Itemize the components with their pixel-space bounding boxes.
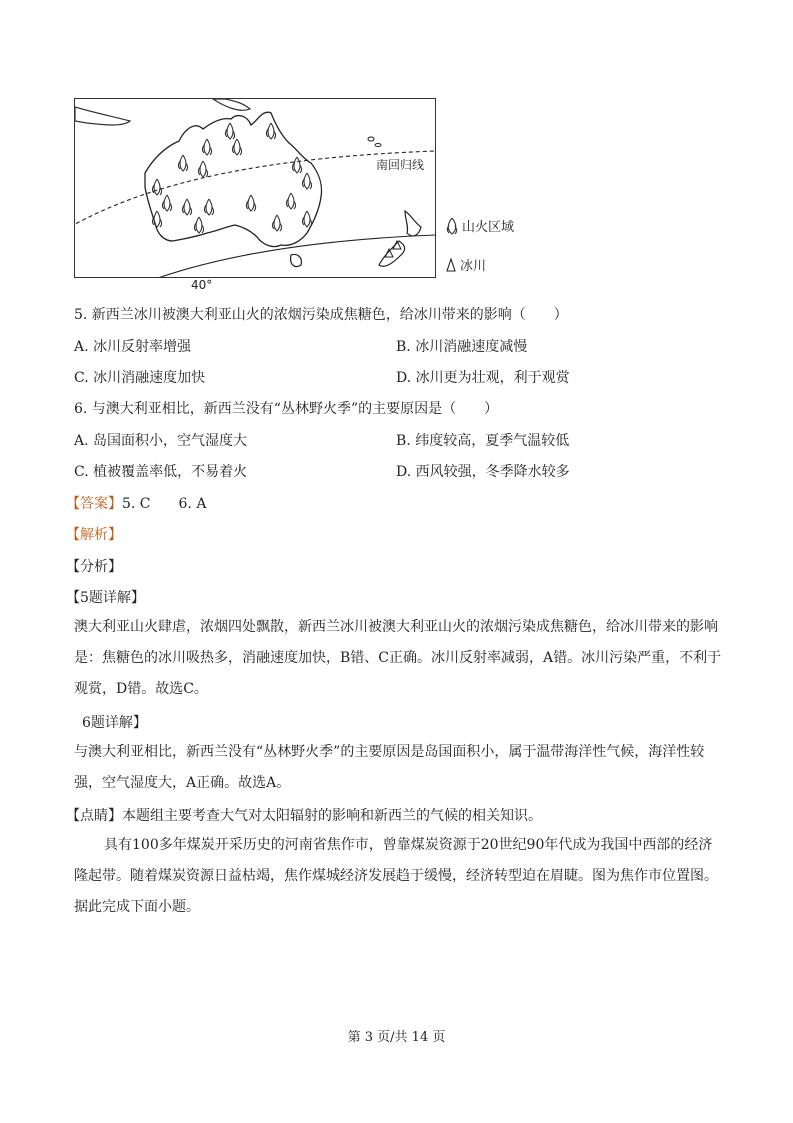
detail5-tag: 【5题详解】: [66, 590, 145, 606]
answer-tag: 【答案】: [66, 496, 122, 512]
next-question-intro: 具有100多年煤炭开采历史的河南省焦作市，曾靠煤炭资源于20世纪90年代成为我国中西部的经济隆起带。随着煤炭资源日益枯竭，焦作煤城经济发展趋于缓慢，经济转型迫在眉睫。图为焦作市位置图。据此完成下面小题。: [74, 837, 718, 915]
legend-fire: [446, 216, 514, 235]
latitude-label: 40°: [191, 278, 213, 292]
q6-option-b: B. 纬度较高，夏季气温较低: [396, 433, 570, 449]
q6-stem: 6. 与澳大利亚相比，新西兰没有“丛林野火季”的主要原因是（ ）: [74, 401, 499, 417]
dianjing-tag: 【点睛】: [66, 808, 122, 824]
q5-stem: 5. 新西兰冰川被澳大利亚山火的浓烟污染成焦糖色，给冰川带来的影响（ ）: [74, 307, 568, 323]
dianjing-text: 本题组主要考查大气对太阳辐射的影响和新西兰的气候的相关知识。: [122, 808, 542, 824]
analysis-tag: 【解析】: [66, 527, 122, 543]
dianjing-line: [66, 805, 542, 825]
q5-option-c: C. 冰川消融速度加快: [74, 370, 206, 386]
australia-newzealand-map: [75, 99, 435, 277]
nz-north-island: [405, 211, 421, 236]
q5-option-d: D. 冰川更为壮观，利于观赏: [396, 370, 570, 386]
map-figure: [74, 98, 436, 278]
legend-glacier-label: 冰川: [460, 259, 487, 274]
legend-fire-label: 山火区域: [462, 220, 515, 235]
q6-option-c: C. 植被覆盖率低，不易着火: [74, 464, 248, 480]
q6-option-d: D. 西风较强，冬季降水较多: [396, 464, 570, 480]
q5-option-a: A. 冰川反射率增强: [74, 339, 192, 355]
tasmania-outline: [291, 254, 302, 266]
q5-option-b: B. 冰川消融速度减慢: [396, 339, 528, 355]
tropic-label: 南回归线: [376, 158, 425, 172]
glacier-icon: [446, 258, 456, 272]
flame-icon: [446, 217, 458, 235]
detail5-text: 澳大利亚山火肆虐，浓烟四处飘散，新西兰冰川被澳大利亚山火的浓烟污染成焦糖色，给冰川带来的影响是：焦糖色的冰川吸热多，消融速度加快，B错、C正确。冰川反射率减弱，A错。冰川污染严重，不利于观赏，D错。故选C。: [74, 619, 722, 697]
new-guinea-outline: [75, 107, 130, 125]
answer-line: [66, 493, 206, 513]
detail6-tag: 6题详解】: [82, 715, 147, 731]
legend-glacier: [446, 255, 486, 274]
q6-option-a: A. 岛国面积小，空气湿度大: [74, 433, 248, 449]
answer-text: 5. C 6. A: [122, 496, 207, 512]
fire-regions: [153, 123, 312, 233]
detail6-text: 与澳大利亚相比，新西兰没有“丛林野火季”的主要原因是岛国面积小，属于温带海洋性气候，海洋性较强，空气湿度大，A正确。故选A。: [74, 744, 705, 791]
glacier-marker: [385, 249, 393, 257]
page-footer: 第 3 页/共 14 页: [347, 1030, 446, 1045]
fenxi-tag: 【分析】: [66, 559, 122, 575]
